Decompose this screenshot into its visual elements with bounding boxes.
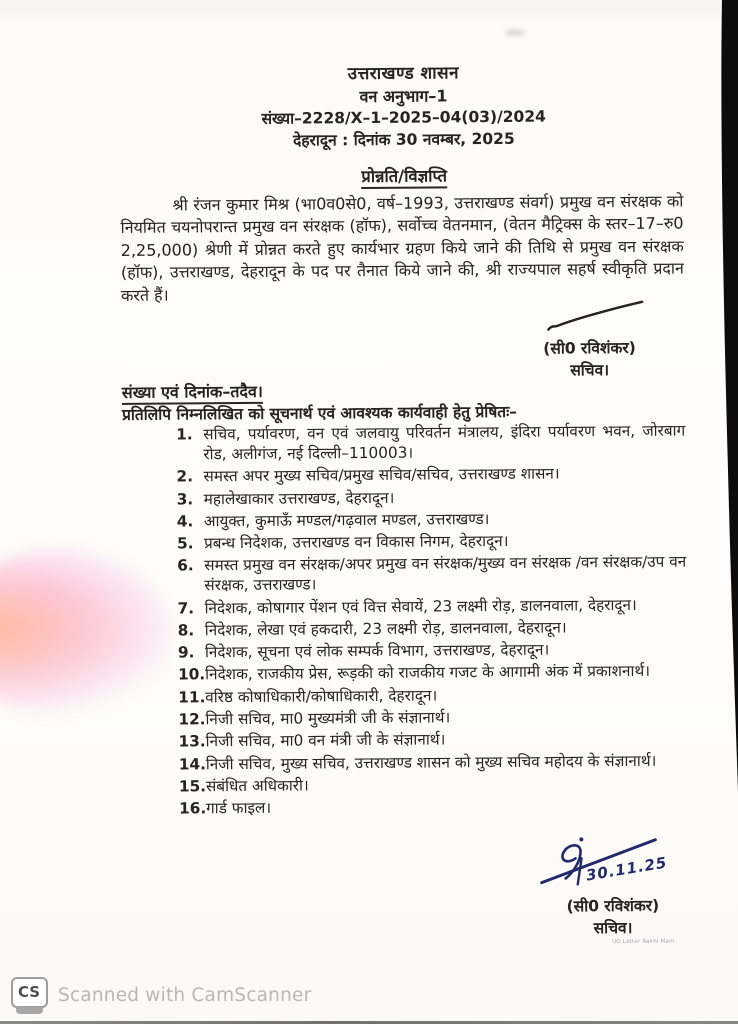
list-item-number: 13. <box>178 732 206 751</box>
list-item-text: प्रबन्ध निदेशक, उत्तराखण्ड वन विकास निगम, देहरादून। <box>203 532 509 553</box>
list-item-text: निदेशक, राजकीय प्रेस, रूड़की को राजकीय गजट के आगामी अंक में प्रकाशनार्थ। <box>205 662 651 684</box>
signature-ink <box>523 831 701 892</box>
camscanner-watermark-bar <box>0 969 738 1021</box>
list-item-text: निदेशक, कोषागार पेंशन एवं वित्त सेवायें, 23 लक्ष्मी रोड़, डालनवाला, देहरादून। <box>204 595 637 617</box>
list-item-text: निदेशक, लेखा एवं हकदारी, 23 लक्ष्मी रोड़, डालनवाला, देहरादून। <box>204 618 567 640</box>
letterhead <box>115 61 692 153</box>
list-item-text: निजी सचिव, मा0 मुख्यमंत्री जी के संज्ञानार्थ। <box>205 708 451 729</box>
list-item-text: गार्ड फाइल। <box>206 799 272 818</box>
list-item-number: 1. <box>176 425 193 444</box>
list-item <box>178 640 687 664</box>
list-item <box>176 464 685 488</box>
list-item <box>178 684 687 708</box>
cs-logo-tab <box>16 1007 43 1014</box>
list-item <box>177 531 686 555</box>
list-item-text: निदेशक, सूचना एवं लोक सम्पर्क विभाग, उत्तराखण्ड, देहरादून। <box>204 640 550 662</box>
signatory-designation: सचिव। <box>593 918 633 938</box>
list-item <box>179 751 688 775</box>
list-item-number: 6. <box>177 556 194 575</box>
list-item-number: 11. <box>178 688 206 707</box>
copy-number-date-heading: संख्या एवं दिनांक–तदैव। <box>122 380 263 403</box>
list-item-number: 9. <box>177 643 195 662</box>
copy-intro: प्रतिलिपि निम्नलिखित को सूचनार्थ एवं आवश्यक कार्यवाही हेतु प्रेषितः– <box>121 402 518 424</box>
order-paragraph: श्री रंजन कुमार मिश्र (भा0व0से0, वर्ष–1993, उत्तराखण्ड संवर्ग) प्रमुख वन संरक्षक को नियमित चयनोपरान्त प्रमुख वन संरक्षक (हॉफ), सर्वोच्च वेतनमान, (वेतन मैट्रिक्स के स्तर–17–रु0 2,25,000) श्रेणी में प्रोन्नत करते हुए कार्यभार ग्रहण किये जाने की तिथि से प्रमुख वन संरक्षक (हॉफ), उत्तराखण्ड, देहरादून के पद पर तैनात किये जाने की, श्री राज्यपाल सहर्ष स्वीकृति प्रदान करते हैं। <box>120 191 684 305</box>
list-item-text: सचिव, पर्यावरण, वन एवं जलवायु परिवर्तन मंत्रालय, इंदिरा पर्यावरण भवन, जोरबाग रोड, अलीगंज, नई दिल्ली–110003। <box>203 421 686 464</box>
list-item-text: समस्त अपर मुख्य सचिव/प्रमुख सचिव/सचिव, उत्तराखण्ड शासन। <box>203 464 560 486</box>
department-section: वन अनुभाग–1 <box>359 86 448 107</box>
list-item <box>178 662 687 686</box>
list-item-text: समस्त प्रमुख वन संरक्षक/अपर प्रमुख वन संरक्षक/मुख्य वन संरक्षक /वन संरक्षक/उप वन संरक्षक, उत्तराखण्ड। <box>204 552 687 595</box>
list-item-number: 10. <box>178 665 206 684</box>
signatory-name: (सी0 रविशंकर) <box>543 338 636 358</box>
list-item-number: 3. <box>176 489 194 509</box>
list-item-number: 16. <box>179 799 207 818</box>
list-item <box>179 773 688 797</box>
list-item <box>177 486 686 510</box>
list-item-number: 2. <box>176 467 194 486</box>
list-item-number: 12. <box>178 710 206 729</box>
list-item-number: 14. <box>178 754 206 774</box>
list-item-text: महालेखाकार उत्तराखण्ड, देहरादून। <box>203 488 395 508</box>
place-and-date: देहरादून : दिनांक 30 नवम्बर, 2025 <box>292 129 515 150</box>
list-item-number: 5. <box>176 534 194 553</box>
cs-logo-letters: CS <box>11 977 48 1008</box>
org-name: उत्तराखण्ड शासन <box>347 63 460 85</box>
list-item <box>177 595 686 619</box>
document-title: प्रोन्नति/विज्ञप्ति <box>116 161 692 189</box>
list-item-number: 8. <box>177 621 195 640</box>
list-item-text: आयुक्त, कुमाऊँ मण्डल/गढ़वाल मण्डल, उत्तराखण्ड। <box>203 509 490 531</box>
signatory-name: (सी0 रविशंकर) <box>566 896 660 916</box>
recipient-list <box>176 422 688 823</box>
list-item <box>177 553 686 597</box>
list-item <box>179 729 688 753</box>
signature-block-bottom <box>523 831 702 938</box>
signature-block-top <box>497 296 682 381</box>
list-item-text: वरिष्ठ कोषाधिकारी/कोषाधिकारी, देहरादून। <box>205 686 438 707</box>
reference-number: संख्या–2228/X–1–2025–04(03)/2024 <box>261 107 546 128</box>
signature-stroke-icon <box>514 296 664 335</box>
list-item <box>179 796 688 820</box>
list-item-number: 15. <box>178 777 207 796</box>
camscanner-logo-icon <box>10 977 48 1014</box>
list-item-text: निजी सचिव, मा0 वन मंत्री जी के संज्ञानार्थ। <box>205 730 446 751</box>
list-item-text: निजी सचिव, मुख्य सचिव, उत्तराखण्ड शासन को मुख्य सचिव महोदय के संज्ञानार्थ। <box>205 751 657 773</box>
list-item <box>176 422 685 466</box>
list-item <box>177 508 686 532</box>
camscanner-watermark-text: Scanned with CamScanner <box>58 984 312 1006</box>
signature-date: 30.11.25 <box>584 853 669 885</box>
list-item <box>178 617 687 641</box>
list-item-text: संबंधित अधिकारी। <box>205 776 309 796</box>
scan-edge-shadow <box>718 0 738 792</box>
list-item-number: 7. <box>177 598 195 618</box>
signatory-designation: सचिव। <box>570 361 610 380</box>
list-item <box>178 707 687 731</box>
list-item-number: 4. <box>176 512 194 531</box>
fine-print-note: UO Letter Rakhi Mam <box>612 938 675 946</box>
